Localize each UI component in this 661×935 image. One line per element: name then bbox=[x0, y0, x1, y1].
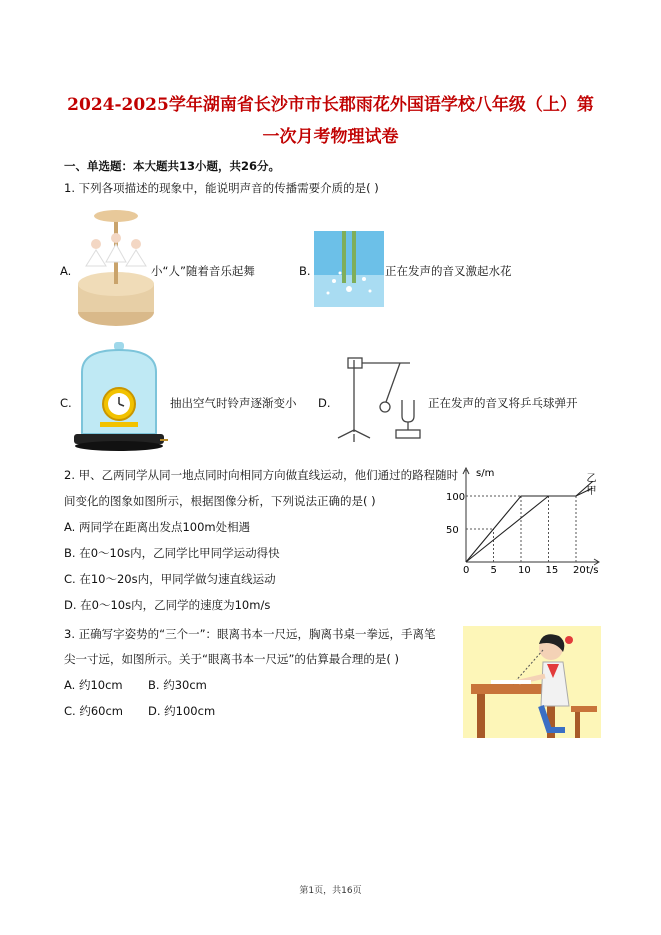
q1-option-b-letter: B. bbox=[299, 264, 311, 278]
x-tick-label: 15 bbox=[545, 565, 559, 574]
q1-option-c-text: 抽出空气时铃声逐渐变小 bbox=[170, 396, 297, 410]
x-axis-label: t/s bbox=[586, 565, 599, 574]
q3-option-d: D. 约100cm bbox=[148, 704, 216, 718]
q1-stem: 1. 下列各项描述的现象中，能说明声音的传播需要介质的是( ) bbox=[64, 181, 379, 195]
q3-stem-line2: 尖一寸远，如图所示。关于“眼离书本一尺远”的估算最合理的是( ) bbox=[64, 652, 400, 666]
q2-option-c: C. 在10～20s内，甲同学做匀速直线运动 bbox=[64, 572, 276, 586]
y-tick-label: 100 bbox=[446, 492, 466, 503]
section-end: 分。 bbox=[257, 159, 281, 173]
distance-time-chart bbox=[446, 462, 606, 574]
page-title-line2: 一次月考物理试卷 bbox=[262, 127, 399, 147]
q1-option-a-text: 小“人”随着音乐起舞 bbox=[151, 264, 255, 278]
tuning-fork-water-image bbox=[314, 231, 384, 307]
q1-option-c-letter: C. bbox=[60, 396, 72, 410]
section-mid: 小题，共 bbox=[195, 159, 242, 173]
writing-posture-image bbox=[463, 626, 601, 738]
x-tick-label: 0 bbox=[463, 565, 470, 574]
q2-option-d: D. 在0～10s内，乙同学的速度为10m/s bbox=[64, 598, 271, 612]
q2-option-b: B. 在0～10s内，乙同学比甲同学运动得快 bbox=[64, 546, 280, 560]
q1-option-d-text: 正在发声的音叉将乒乓球弹开 bbox=[428, 396, 578, 410]
q3-option-a: A. 约10cm bbox=[64, 678, 123, 692]
bell-jar-image bbox=[70, 342, 168, 454]
q2-stem-line2: 间变化的图象如图所示，根据图像分析，下列说法正确的是( ) bbox=[64, 494, 376, 508]
q1-option-b-text: 正在发声的音叉激起水花 bbox=[385, 264, 512, 278]
music-box-image bbox=[74, 204, 158, 332]
section-points: 26 bbox=[241, 159, 258, 173]
series-line-0 bbox=[466, 481, 593, 562]
series-label: 乙 bbox=[586, 473, 597, 485]
y-axis-label: s/m bbox=[476, 468, 495, 479]
series-line-1 bbox=[466, 488, 593, 562]
series-label: 甲 bbox=[586, 486, 597, 498]
q1-option-d-letter: D. bbox=[318, 396, 331, 410]
x-tick-label: 20 bbox=[573, 565, 586, 574]
q3-stem-line1: 3. 正确写字姿势的“三个一”：眼离书本一尺远，胸离书桌一拳远，手离笔 bbox=[64, 627, 436, 641]
pingpong-tuning-fork-image bbox=[334, 352, 430, 446]
q2-option-a: A. 两同学在距离出发点100m处相遇 bbox=[64, 520, 251, 534]
q1-option-a-letter: A. bbox=[60, 264, 72, 278]
page-footer: 第1页，共16页 bbox=[299, 886, 362, 896]
y-tick-label: 50 bbox=[446, 525, 459, 536]
q2-stem-line1: 2. 甲、乙两同学从同一地点同时向相同方向做直线运动，他们通过的路程随时 bbox=[64, 468, 459, 482]
x-tick-label: 10 bbox=[518, 565, 531, 574]
section-header bbox=[64, 158, 280, 174]
page-title-line1: 2024-2025学年湖南省长沙市市长郡雨花外国语学校八年级（上）第 bbox=[67, 95, 594, 115]
x-tick-label: 5 bbox=[490, 565, 497, 574]
section-count: 13 bbox=[179, 159, 196, 173]
section-label: 一、单选题：本大题共 bbox=[64, 159, 179, 173]
q3-option-c: C. 约60cm bbox=[64, 704, 123, 718]
q3-option-b: B. 约30cm bbox=[148, 678, 207, 692]
